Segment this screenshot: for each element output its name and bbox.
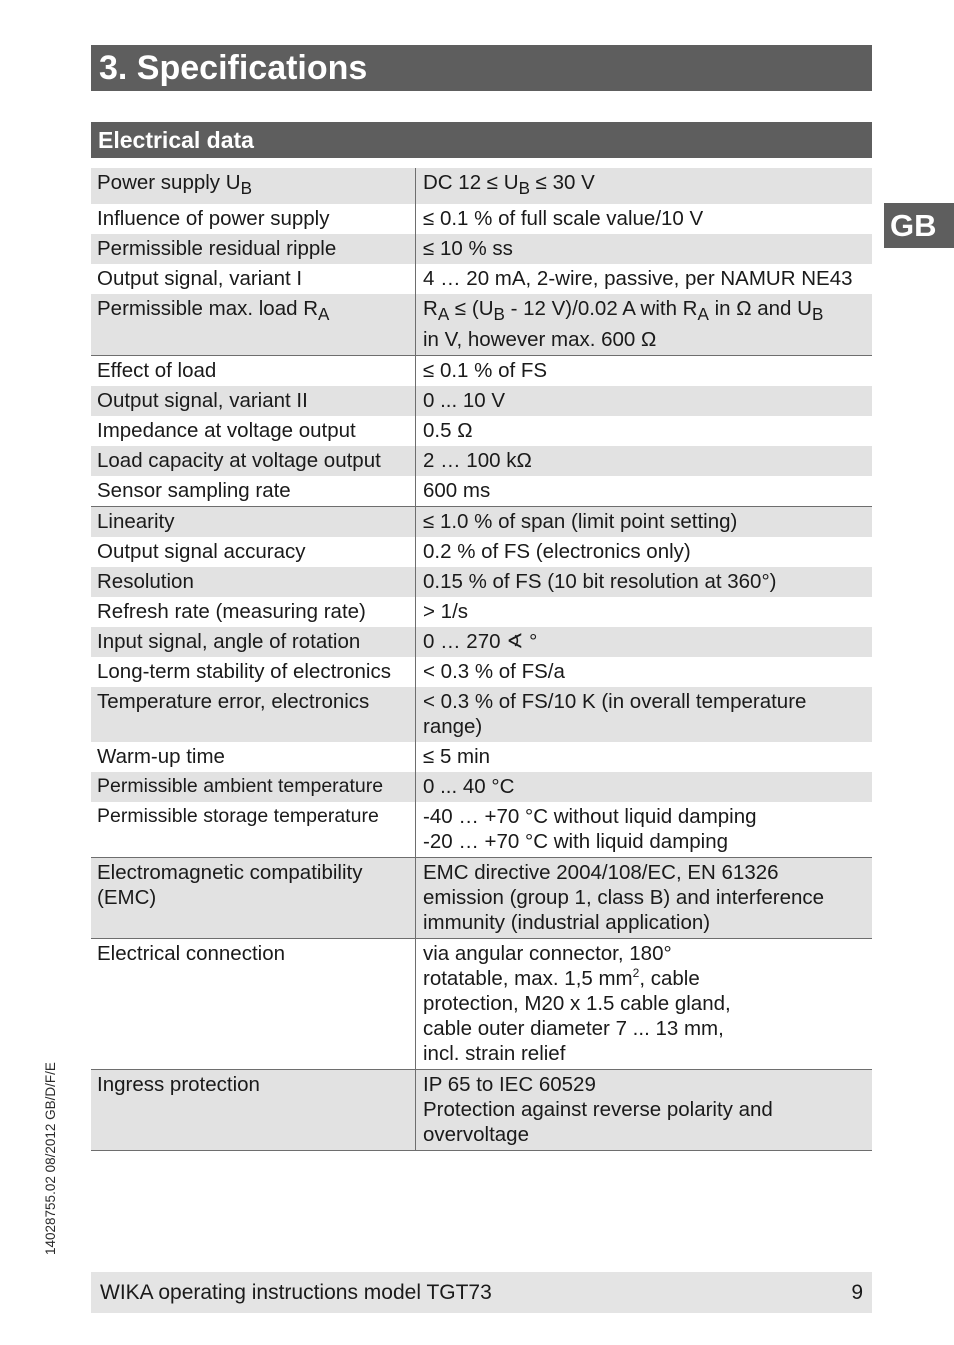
spec-value: 0.15 % of FS (10 bit resolution at 360°) [416, 567, 873, 597]
spec-value: -40 … +70 °C without liquid damping -20 … +70 °C with liquid damping [416, 802, 873, 858]
spec-value: ≤ 5 min [423, 745, 491, 769]
spec-value: 2 … 100 kΩ [416, 446, 873, 476]
spec-label: Permissible max. load $R_A$ [91, 294, 416, 356]
electrical-data-table [91, 168, 872, 1151]
spec-label: Electrical connection [91, 939, 416, 1070]
spec-value: 0 … 270 ∢ ° [416, 627, 873, 657]
document-code: 14028755.02 08/2012 GB/D/F/E [43, 1062, 58, 1255]
spec-value: 0 ... 10 V [416, 386, 873, 416]
table-row [91, 567, 872, 597]
table-row [91, 772, 872, 802]
spec-value: 4 … 20 mA, 2-wire, passive, per NAMUR NE43 [423, 267, 853, 291]
page-number: 9 [851, 1281, 863, 1304]
language-tab [884, 203, 954, 248]
table-row [91, 264, 872, 294]
spec-label: Influence of power supply [91, 204, 416, 234]
spec-label: Ingress protection [91, 1070, 416, 1151]
table-row [91, 1070, 872, 1151]
page-footer [91, 1272, 872, 1313]
table-row [91, 802, 872, 858]
table-row [91, 416, 872, 446]
spec-value: ≤ 0.1 % of FS [423, 359, 548, 383]
spec-value: ≤ 10 % ss [416, 234, 873, 264]
table-row [91, 742, 872, 772]
table-row [91, 234, 872, 264]
spec-label: Resolution [91, 567, 416, 597]
spec-value: EMC directive 2004/108/EC, EN 61326 emission (group 1, class B) and interference immunity (industrial application) [416, 858, 873, 939]
spec-label: Permissible storage temperature [91, 802, 416, 858]
language-tab-label: GB [890, 208, 937, 243]
table-row [91, 386, 872, 416]
table-row [91, 627, 872, 657]
spec-value: ≤ 0.1 % of full scale value/10 V [423, 207, 704, 231]
spec-label: Permissible ambient temperature [91, 772, 416, 802]
spec-label: Electromagnetic compatibility (EMC) [91, 858, 416, 939]
spec-label: Linearity [91, 507, 416, 538]
table-row [91, 168, 872, 204]
table-row [91, 858, 872, 939]
spec-label: Long-term stability of electronics [91, 657, 416, 687]
spec-label: Output signal, variant II [91, 386, 416, 416]
spec-value: 0 ... 40 °C [416, 772, 873, 802]
footer-title: WIKA operating instructions model TGT73 [100, 1281, 492, 1304]
spec-value: > 1/s [423, 600, 469, 624]
table-row [91, 507, 872, 538]
spec-label: Permissible residual ripple [91, 234, 416, 264]
spec-value: DC $12 \le U_B \le 30$ V [416, 168, 873, 204]
table-row [91, 356, 872, 387]
table-row [91, 294, 872, 356]
spec-value: 0.5 Ω [423, 419, 473, 443]
spec-label: Power supply $U_B$ [91, 168, 416, 204]
section-title: Electrical data [98, 127, 254, 153]
spec-label: Output signal, variant I [91, 264, 416, 294]
section-heading [91, 122, 872, 158]
table-row [91, 537, 872, 567]
table-row [91, 204, 872, 234]
spec-value: $R_A \le (U_B - 12$ V)/0.02 A with $R_A$ in Ω and $U_B$ in V, however max. 600 Ω [416, 294, 873, 356]
spec-label: Input signal, angle of rotation [91, 627, 416, 657]
spec-label: Sensor sampling rate [91, 476, 416, 507]
table-row [91, 939, 872, 1070]
spec-label: Temperature error, electronics [91, 687, 416, 742]
spec-label: Effect of load [91, 356, 416, 387]
table-row [91, 446, 872, 476]
spec-value: IP 65 to IEC 60529 Protection against reverse polarity and overvoltage [416, 1070, 873, 1151]
table-row [91, 476, 872, 507]
spec-value: ≤ 1.0 % of span (limit point setting) [416, 507, 873, 538]
table-row [91, 687, 872, 742]
table-row [91, 597, 872, 627]
spec-value: < 0.3 % of FS/a [423, 660, 565, 684]
spec-value: 0.2 % of FS (electronics only) [423, 540, 691, 564]
spec-value: < 0.3 % of FS/10 K (in overall temperature range) [416, 687, 873, 742]
spec-value: 600 ms [416, 476, 873, 507]
table-row [91, 657, 872, 687]
spec-label: Refresh rate (measuring rate) [91, 597, 416, 627]
chapter-title: 3. Specifications [99, 49, 368, 87]
spec-label: Load capacity at voltage output [91, 446, 416, 476]
spec-value: via angular connector, 180° rotatable, max. 1,5 $mm^2$, cable protection, M20 x 1.5 cable gland, cable outer diameter 7 ... 13 mm, incl. strain relief [416, 939, 873, 1070]
spec-label: Output signal accuracy [91, 537, 416, 567]
spec-label: Impedance at voltage output [91, 416, 416, 446]
chapter-heading [91, 45, 872, 91]
spec-label: Warm-up time [91, 742, 416, 772]
